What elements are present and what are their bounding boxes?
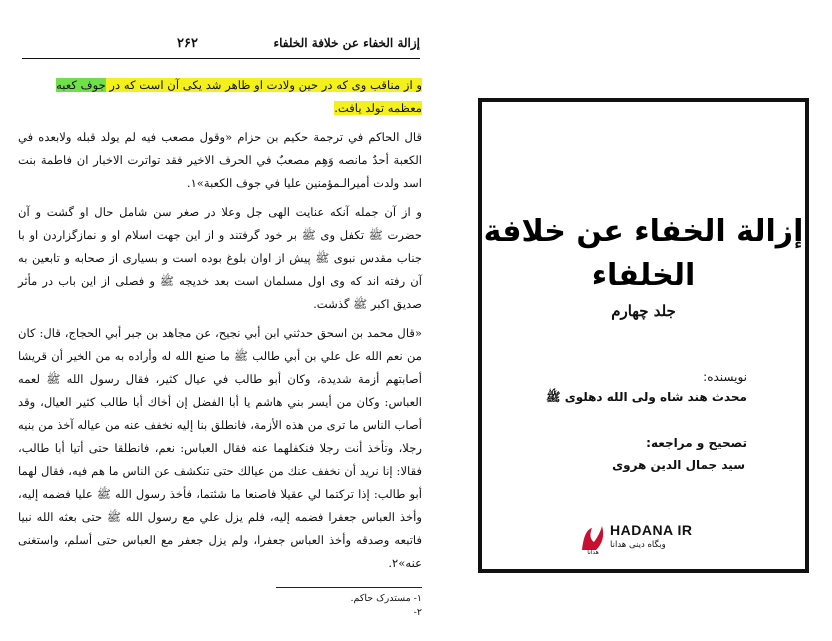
logo-glyph: هدانا (587, 549, 599, 556)
page-header (22, 36, 420, 56)
footnote-2: ٢- (413, 607, 422, 618)
cover-title (482, 210, 805, 298)
page-number: ۲۶۲ (177, 36, 198, 51)
author-name: محدث هند شاه ولی الله دهلوی ﷺ (546, 390, 747, 404)
editor-label: تصحیح و مراجعه: (646, 436, 747, 450)
header-rule (22, 58, 420, 59)
highlight-yellow-a: و از مناقب وی (351, 78, 422, 92)
footnote-1: ١- مستدرک حاکم. (350, 593, 422, 604)
paragraph-highlighted[interactable] (18, 74, 422, 120)
highlight-yellow-c: معظمه تولد یافت. (334, 101, 422, 115)
footnote-rule (276, 587, 422, 588)
publisher-logo[interactable] (578, 520, 714, 560)
cover-title-line-1: إزالة الخفاء عن خلافة (483, 214, 804, 249)
paragraph-3: و از آن جمله آنكه عنايت الهی جل وعلا در صغر سن شامل حال او گشت و آن حضرت ﷺ تكفل وی ﷺ بر خود گرفتند و از اين جهت اسلام او و نمازگزاردن او با جناب مقدس نبوی ﷺ پيش از اوان بلوغ بوده است و بسياری از صحابه و تابعين به آن رفته اند كه وی اول مسلمان است بعد خديجه ﷺ و فصلی از اين باب در مأثر صديق اكبر ﷺ گذشت. (18, 205, 422, 311)
publisher-name: HADANA IR (610, 522, 693, 538)
paragraph-2: قال الحاكم في ترجمة حكيم بن حزام «وقول مصعب فيه لم يولد قبله ولابعده في الكعبة أحدٌ مانصه وَهِم مصعبٌ في الحرف الاخير فقد تواترت الاخبار ان فاطمة بنت اسد ولدت أميرالـمؤمنين عليا في جوف الكعبة»١. (18, 130, 422, 190)
body-text (18, 74, 422, 581)
paragraph-4: «قال محمد بن اسحق حدثني ابن أبي نجيح، عن مجاهد بن جبر أبي الحجاج، قال: كان من نعم الله عل علي بن أبي طالب ﷺ ما صنع الله له وأراده به من الخير أن قريشا أصابتهم أزمة شديدة، وكان أبو طالب في عيال كثير، فقال رسول الله ﷺ لعمه العباس: وكان من أيسر بني هاشم يا أبا الفضل إن أخاك أبا طالب كثير العيال، وقد أصاب الناس ما ترى من هذه الأزمة، فانطلق بنا إليه نخفف عنه من عياله آخذ من بنيه رجلا، وتأخذ أنت رجلا فنكفلهما عنه فقال العباس: نعم، فانطلقا حتى أتيا أبا طالب، فقالا: إنا نريد أن نخفف عنك من عيالك حتى تنكشف عن الناس ما هم فيه، فقال لهما أبو طالب: إذا تركتما لي عقيلا فاصنعا ما شئتما، فأخذ رسول الله ﷺ عليا فضمه إليه، وأخذ العباس جعفرا فضمه إليه، فلم يزل علي مع رسول الله ﷺ حتى بعثه الله نبيا فاتبعه وصدقه وأخذ العباس جعفرا، ولم يزل جعفر مع العباس حتى أسلم، واستغنى عنه»٢. (18, 326, 422, 570)
hadana-logo-icon (578, 522, 608, 556)
highlight-yellow-b: که در حین ولادت او ظاهر شد یکی آن است که در (105, 78, 352, 92)
cover-title-line-2: الخلفاء (591, 258, 696, 293)
book-cover (478, 98, 809, 573)
volume-label: جلد چهارم (611, 302, 676, 320)
author-label: نویسنده: (703, 370, 747, 384)
footnotes (122, 592, 422, 620)
editor-name: سید جمال الدین هروی (612, 458, 745, 472)
highlight-green: جوف کعبه (56, 78, 106, 92)
running-title: إزالة الخفاء عن خلافة الخلفاء (273, 36, 420, 50)
publisher-subtitle: وبگاه دینی هدانا (610, 540, 666, 550)
